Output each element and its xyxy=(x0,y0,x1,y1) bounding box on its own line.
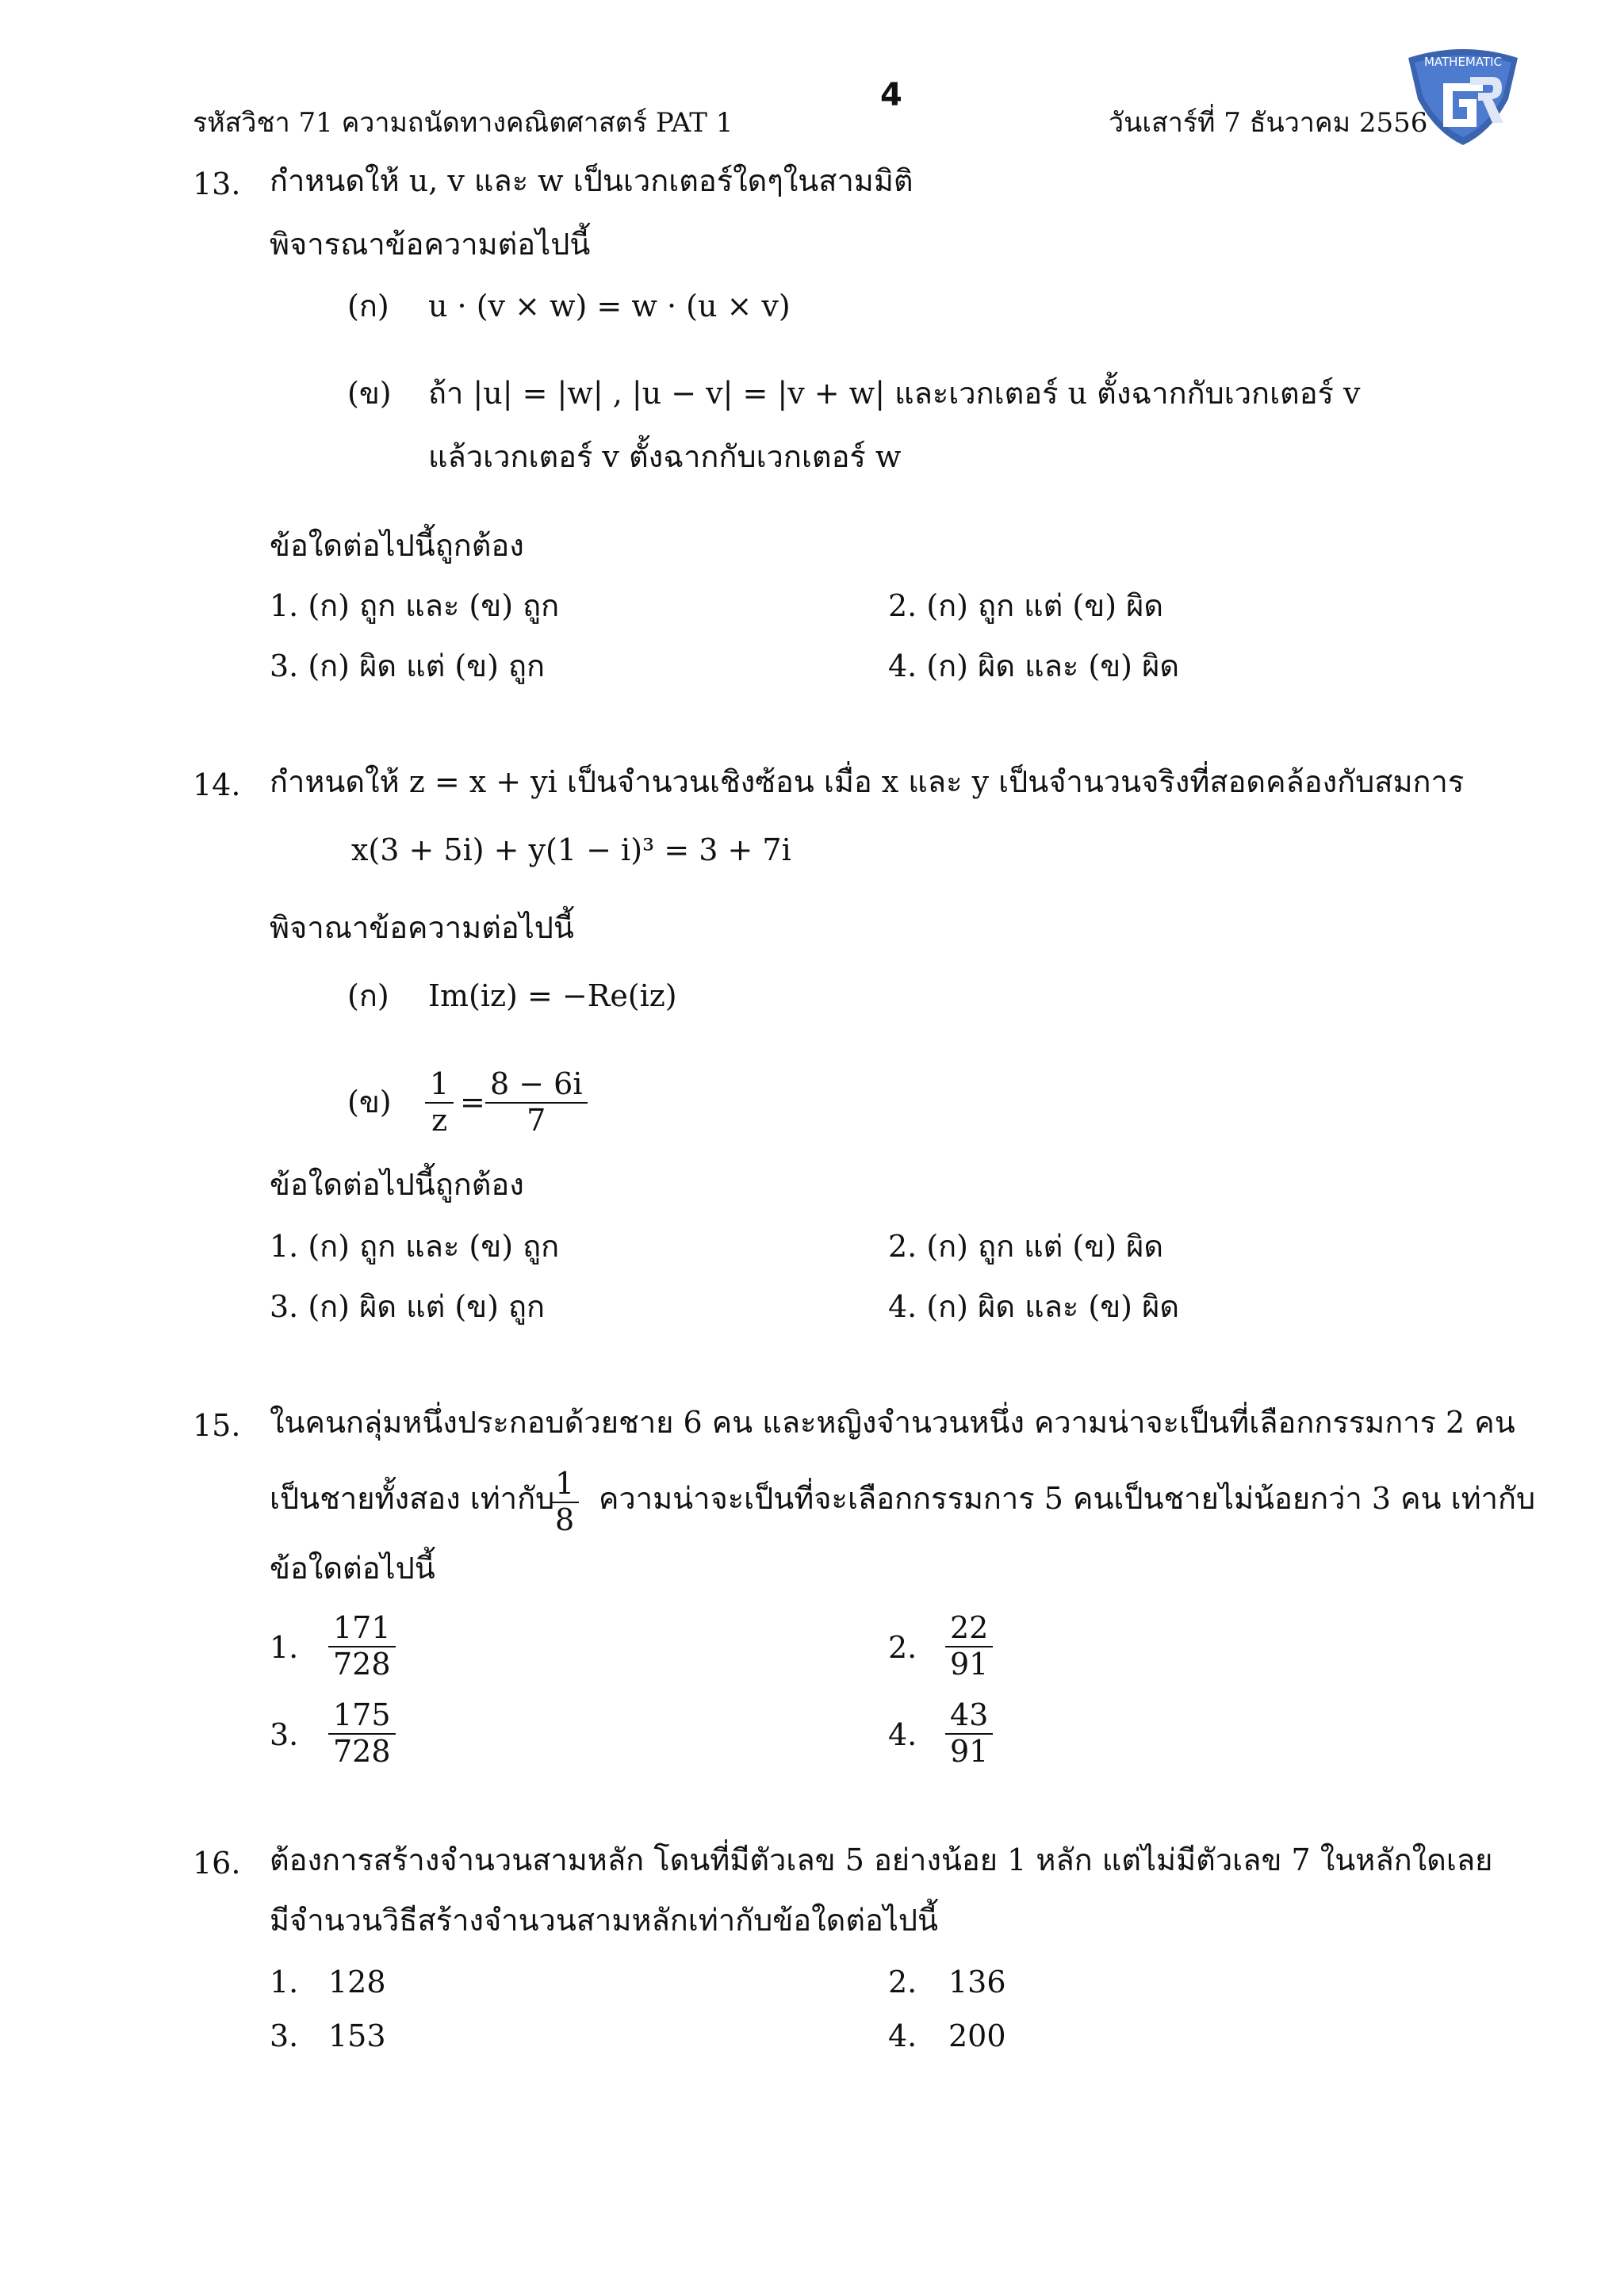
q14-question: ข้อใดต่อไปนี้ถูกต้อง xyxy=(270,1167,524,1202)
q13-statement-b-label: (ข) xyxy=(347,376,392,411)
q13-number: 13. xyxy=(193,166,241,201)
q14-number: 14. xyxy=(193,767,241,802)
q15-option-1-num: 171 xyxy=(328,1611,396,1647)
logo-text: MATHEMATIC xyxy=(1423,55,1503,69)
q14-statement-a: Im(iz) = −Re(iz) xyxy=(428,978,677,1013)
q13-statement-b-line2: แล้วเวกเตอร์ v ตั้งฉากกับเวกเตอร์ w xyxy=(428,439,902,474)
q16-option-1-label[interactable]: 1. xyxy=(270,1965,299,1999)
q16-option-1-value[interactable]: 128 xyxy=(328,1965,386,1999)
q14-option-2[interactable]: 2. (ก) ถูก แต่ (ข) ผิด xyxy=(888,1229,1164,1264)
q15-option-3-den: 728 xyxy=(333,1733,391,1769)
q14-option-3[interactable]: 3. (ก) ผิด แต่ (ข) ถูก xyxy=(270,1289,546,1324)
q14-b-rhs-fraction xyxy=(485,1067,588,1138)
page-number: 4 xyxy=(880,77,902,113)
q14-stem: กำหนดให้ z = x + yi เป็นจำนวนเชิงซ้อน เมื่อ x และ y เป็นจำนวนจริงที่สอดคล้องกับสมการ xyxy=(270,764,1465,799)
q13-consider: พิจารณาข้อความต่อไปนี้ xyxy=(270,227,591,262)
q16-option-4-value[interactable]: 200 xyxy=(948,2019,1006,2053)
q15-option-1-den: 728 xyxy=(333,1646,391,1682)
q13-question: ข้อใดต่อไปนี้ถูกต้อง xyxy=(270,528,524,563)
q15-option-3-fraction[interactable] xyxy=(328,1698,396,1769)
q15-option-2-den: 91 xyxy=(950,1646,989,1682)
q14-b-equals: = xyxy=(460,1085,485,1119)
q13-statement-a-label: (ก) xyxy=(347,289,389,323)
q13-option-2[interactable]: 2. (ก) ถูก แต่ (ข) ผิด xyxy=(888,588,1164,623)
q15-option-4-num: 43 xyxy=(945,1698,993,1735)
q13-statement-a: u · (v × w) = w · (u × v) xyxy=(428,289,791,323)
q15-option-4-label[interactable]: 4. xyxy=(888,1717,917,1752)
q14-b-rhs-den: 7 xyxy=(527,1102,546,1138)
q16-number: 16. xyxy=(193,1846,241,1881)
q16-stem-line1: ต้องการสร้างจำนวนสามหลัก โดนที่มีตัวเลข 5 อย่างน้อย 1 หลัก แต่ไม่มีตัวเลข 7 ในหลักใดเลย xyxy=(270,1843,1493,1877)
q14-option-4[interactable]: 4. (ก) ผิด และ (ข) ผิด xyxy=(888,1289,1180,1324)
q14-statement-a-label: (ก) xyxy=(347,978,389,1013)
header-subject: รหัสวิชา 71 ความถนัดทางคณิตศาสตร์ PAT 1 xyxy=(193,107,733,139)
q15-stem-line2-post: ความน่าจะเป็นที่จะเลือกกรรมการ 5 คนเป็นชายไม่น้อยกว่า 3 คน เท่ากับ xyxy=(599,1481,1536,1516)
q15-frac-num: 1 xyxy=(550,1467,579,1503)
q13-stem: กำหนดให้ u, v และ w เป็นเวกเตอร์ใดๆในสามมิติ xyxy=(270,163,914,198)
q14-b-lhs-fraction xyxy=(425,1067,454,1138)
q13-statement-b-line1: ถ้า |u| = |w| , |u − v| = |v + w| และเวกเตอร์ u ตั้งฉากกับเวกเตอร์ v xyxy=(428,376,1361,411)
q15-stem-line3: ข้อใดต่อไปนี้ xyxy=(270,1551,435,1586)
q14-b-lhs-den: z xyxy=(431,1102,448,1138)
q13-option-1[interactable]: 1. (ก) ถูก และ (ข) ถูก xyxy=(270,588,560,623)
q15-option-2-fraction[interactable] xyxy=(945,1611,993,1682)
q14-consider: พิจาณาข้อความต่อไปนี้ xyxy=(270,910,574,945)
q15-option-1-label[interactable]: 1. xyxy=(270,1630,299,1665)
q16-stem-line2: มีจำนวนวิธีสร้างจำนวนสามหลักเท่ากับข้อใดต่อไปนี้ xyxy=(270,1903,939,1938)
q13-option-4[interactable]: 4. (ก) ผิด และ (ข) ผิด xyxy=(888,649,1180,683)
q15-option-2-num: 22 xyxy=(945,1611,993,1647)
q16-option-3-value[interactable]: 153 xyxy=(328,2019,386,2053)
q15-stem-line2-pre: เป็นชายทั้งสอง เท่ากับ xyxy=(270,1481,555,1516)
q14-statement-b-label: (ข) xyxy=(347,1085,392,1119)
q15-option-1-fraction[interactable] xyxy=(328,1611,396,1682)
q16-option-3-label[interactable]: 3. xyxy=(270,2019,299,2053)
q16-option-2-value[interactable]: 136 xyxy=(948,1965,1006,1999)
q14-equation: x(3 + 5i) + y(1 − i)³ = 3 + 7i xyxy=(351,832,791,867)
q15-number: 15. xyxy=(193,1408,241,1443)
q13-option-3[interactable]: 3. (ก) ผิด แต่ (ข) ถูก xyxy=(270,649,546,683)
q15-option-4-fraction[interactable] xyxy=(945,1698,993,1769)
q15-option-4-den: 91 xyxy=(950,1733,989,1769)
q16-option-4-label[interactable]: 4. xyxy=(888,2019,917,2053)
q15-option-2-label[interactable]: 2. xyxy=(888,1630,917,1665)
shield-logo-icon xyxy=(1404,44,1522,147)
q14-option-1[interactable]: 1. (ก) ถูก และ (ข) ถูก xyxy=(270,1229,560,1264)
q15-inline-fraction xyxy=(550,1467,579,1537)
q15-option-3-label[interactable]: 3. xyxy=(270,1717,299,1752)
q15-stem-line1: ในคนกลุ่มหนึ่งประกอบด้วยชาย 6 คน และหญิงจำนวนหนึ่ง ความน่าจะเป็นที่เลือกกรรมการ 2 คน xyxy=(270,1405,1515,1440)
q15-option-3-num: 175 xyxy=(328,1698,396,1735)
q16-option-2-label[interactable]: 2. xyxy=(888,1965,917,1999)
q14-b-rhs-num: 8 − 6i xyxy=(485,1067,588,1104)
header-date: วันเสาร์ที่ 7 ธันวาคม 2556 xyxy=(1109,107,1428,139)
q14-b-lhs-num: 1 xyxy=(425,1067,454,1104)
q15-frac-den: 8 xyxy=(555,1502,575,1537)
